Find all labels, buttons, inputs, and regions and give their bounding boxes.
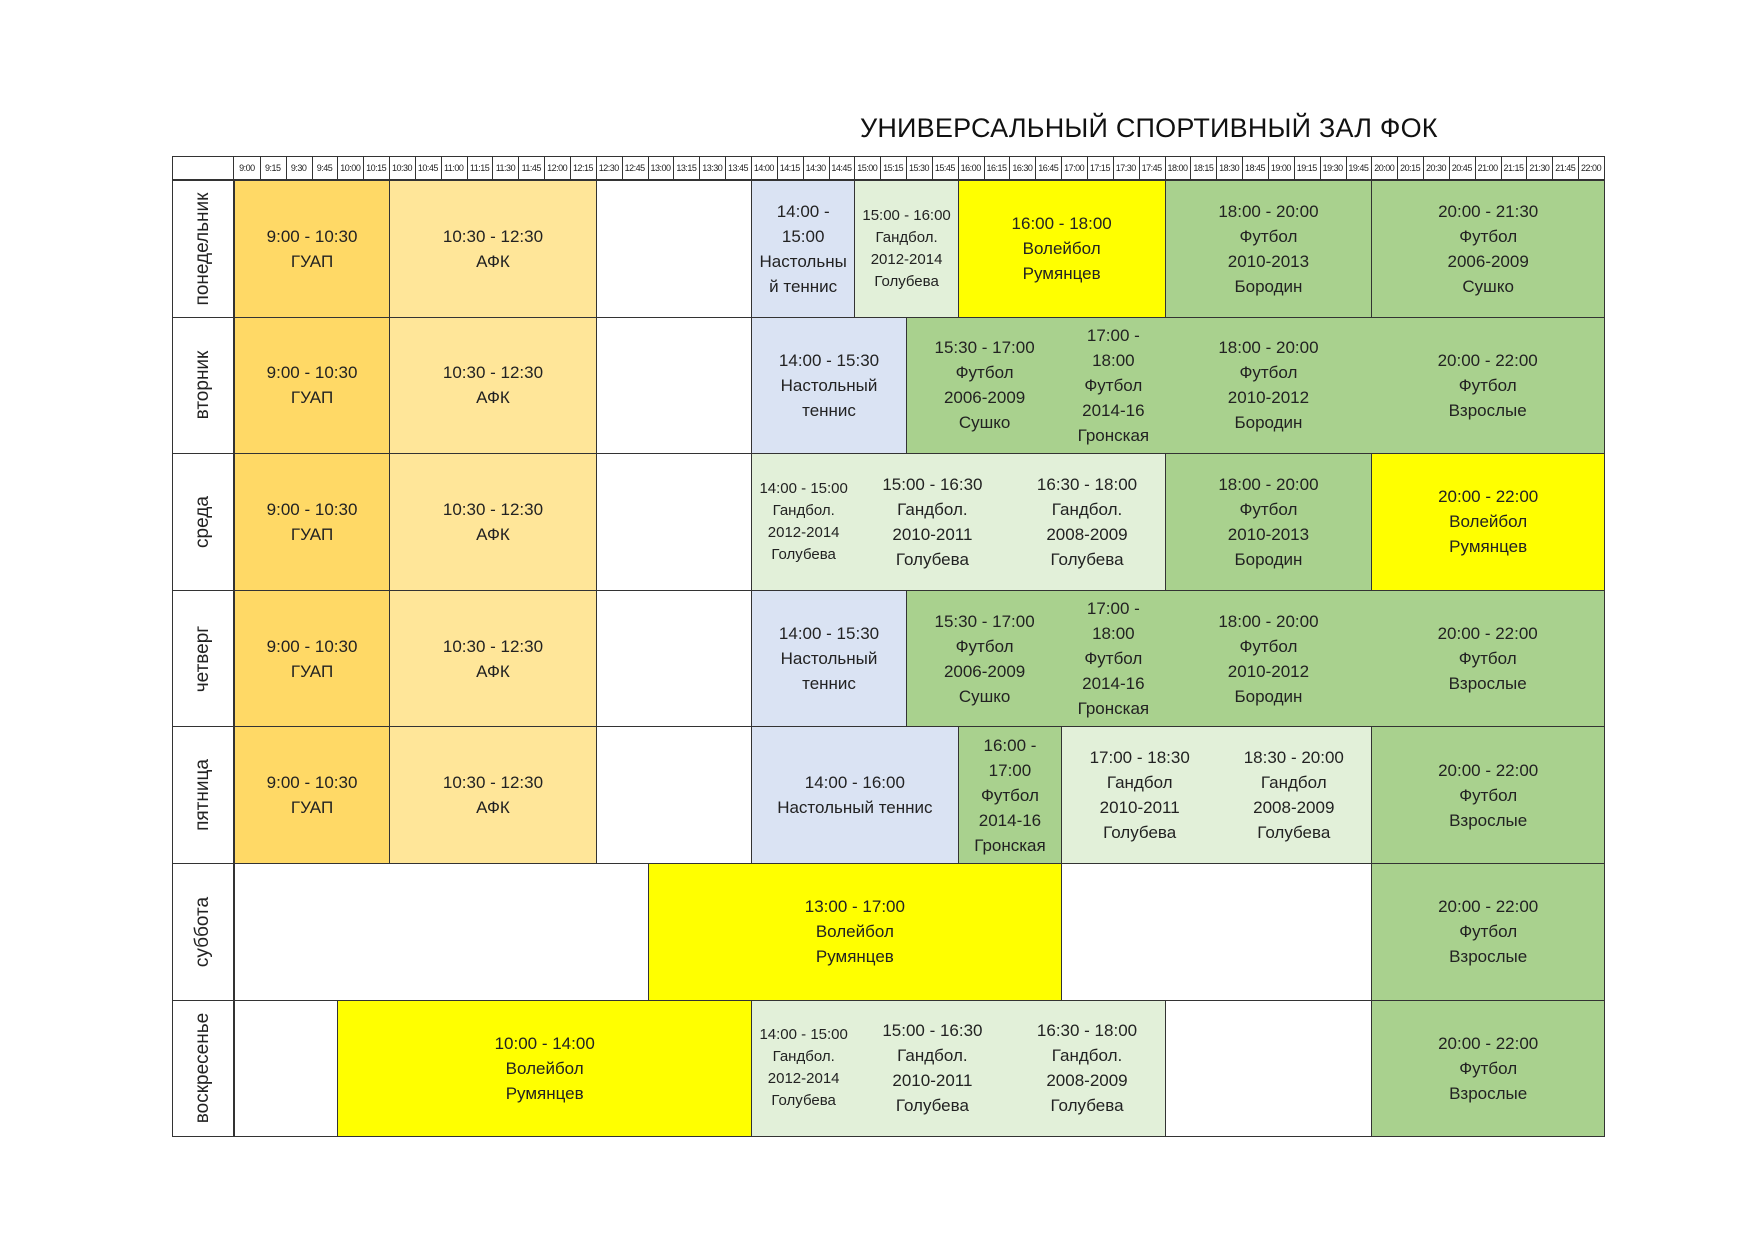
time-slot-header: 15:45 xyxy=(932,156,959,180)
time-slot-header: 19:15 xyxy=(1294,156,1321,180)
time-slot-header: 19:30 xyxy=(1320,156,1347,180)
time-slot-header: 20:45 xyxy=(1449,156,1476,180)
schedule-block-football: 20:00 - 22:00 Футбол Взрослые xyxy=(1371,1000,1605,1138)
time-slot-header: 15:30 xyxy=(906,156,933,180)
schedule-block-guap: 9:00 - 10:30 ГУАП xyxy=(234,317,390,455)
time-slot-header: 17:15 xyxy=(1087,156,1114,180)
time-slot-header: 14:15 xyxy=(777,156,804,180)
day-label xyxy=(172,863,234,1001)
schedule-block-handball: 15:00 - 16:00 Гандбол. 2012-2014 Голубева xyxy=(854,180,958,318)
schedule-block-football: 18:00 - 20:00 Футбол 2010-2013 Бородин xyxy=(1165,180,1373,318)
time-slot-header: 9:00 xyxy=(234,156,261,180)
schedule-block-empty xyxy=(596,317,752,455)
schedule-block-football: 20:00 - 22:00 Футбол Взрослые xyxy=(1371,726,1605,864)
time-slot-header: 15:15 xyxy=(880,156,907,180)
schedule-block-empty xyxy=(596,180,752,318)
schedule-block-football: 18:00 - 20:00 Футбол 2010-2012 Бородин xyxy=(1165,317,1373,455)
time-slot-header: 20:15 xyxy=(1397,156,1424,180)
time-slot-header: 21:30 xyxy=(1526,156,1553,180)
schedule-block-afk: 10:30 - 12:30 АФК xyxy=(389,317,597,455)
time-slot-header: 9:45 xyxy=(312,156,339,180)
schedule-block-football: 20:00 - 22:00 Футбол Взрослые xyxy=(1371,317,1605,455)
time-slot-header: 22:00 xyxy=(1578,156,1605,180)
day-name: пятница xyxy=(192,759,213,832)
schedule-block-football: 20:00 - 21:30 Футбол 2006-2009 Сушко xyxy=(1371,180,1605,318)
schedule-block-tennis: 14:00 - 16:00 Настольный теннис xyxy=(751,726,959,864)
schedule-block-football: 17:00 - 18:00 Футбол 2014-16 Гронская xyxy=(1061,590,1165,728)
schedule-block-football: 20:00 - 22:00 Футбол Взрослые xyxy=(1371,590,1605,728)
schedule-block-tennis: 14:00 - 15:30 Настольный теннис xyxy=(751,590,907,728)
schedule-block-handball: 16:30 - 18:00 Гандбол. 2008-2009 Голубева xyxy=(1009,453,1165,591)
time-slot-header: 12:00 xyxy=(544,156,571,180)
day-name: среда xyxy=(192,496,213,548)
time-slot-header: 21:00 xyxy=(1475,156,1502,180)
time-slot-header: 19:00 xyxy=(1268,156,1295,180)
schedule-block-empty xyxy=(234,863,649,1001)
time-slot-header: 16:45 xyxy=(1035,156,1062,180)
schedule-block-volleyball: 10:00 - 14:00 Волейбол Румянцев xyxy=(337,1000,752,1138)
time-slot-header: 9:15 xyxy=(260,156,287,180)
time-slot-header: 18:30 xyxy=(1216,156,1243,180)
time-slot-header: 21:15 xyxy=(1501,156,1528,180)
schedule-block-football: 15:30 - 17:00 Футбол 2006-2009 Сушко xyxy=(906,317,1062,455)
schedule-block-tennis: 14:00 - 15:00 Настольны й теннис xyxy=(751,180,855,318)
schedule-block-handball: 18:30 - 20:00 Гандбол 2008-2009 Голубева xyxy=(1216,726,1372,864)
schedule-block-football: 18:00 - 20:00 Футбол 2010-2013 Бородин xyxy=(1165,453,1373,591)
time-slot-header: 18:00 xyxy=(1165,156,1192,180)
schedule-block-guap: 9:00 - 10:30 ГУАП xyxy=(234,590,390,728)
time-slot-header: 16:15 xyxy=(984,156,1011,180)
time-slot-header: 18:45 xyxy=(1242,156,1269,180)
schedule-block-football: 17:00 - 18:00 Футбол 2014-16 Гронская xyxy=(1061,317,1165,455)
day-name: четверг xyxy=(192,625,213,692)
schedule-block-tennis: 14:00 - 15:30 Настольный теннис xyxy=(751,317,907,455)
day-label xyxy=(172,317,234,455)
time-slot-header: 17:45 xyxy=(1139,156,1166,180)
time-slot-header: 11:30 xyxy=(492,156,519,180)
schedule-block-volleyball: 13:00 - 17:00 Волейбол Румянцев xyxy=(648,863,1063,1001)
schedule-block-empty xyxy=(596,453,752,591)
time-slot-header: 21:45 xyxy=(1552,156,1579,180)
schedule-block-football: 20:00 - 22:00 Футбол Взрослые xyxy=(1371,863,1605,1001)
time-slot-header: 10:45 xyxy=(415,156,442,180)
header-corner xyxy=(172,156,234,180)
schedule-block-handball: 15:00 - 16:30 Гандбол. 2010-2011 Голубева xyxy=(854,453,1010,591)
time-slot-header: 14:30 xyxy=(803,156,830,180)
time-slot-header: 17:00 xyxy=(1061,156,1088,180)
schedule-block-volleyball: 16:00 - 18:00 Волейбол Румянцев xyxy=(958,180,1166,318)
time-slot-header: 20:30 xyxy=(1423,156,1450,180)
time-slot-header: 20:00 xyxy=(1371,156,1398,180)
time-slot-header: 17:30 xyxy=(1113,156,1140,180)
schedule-block-football: 16:00 - 17:00 Футбол 2014-16 Гронская xyxy=(958,726,1062,864)
schedule-block-handball: 15:00 - 16:30 Гандбол. 2010-2011 Голубева xyxy=(854,1000,1010,1138)
schedule-block-handball: 14:00 - 15:00 Гандбол. 2012-2014 Голубева xyxy=(751,453,855,591)
day-label xyxy=(172,590,234,728)
time-slot-header: 13:45 xyxy=(725,156,752,180)
time-slot-header: 16:00 xyxy=(958,156,985,180)
schedule-block-handball: 16:30 - 18:00 Гандбол. 2008-2009 Голубева xyxy=(1009,1000,1165,1138)
time-slot-header: 13:30 xyxy=(699,156,726,180)
time-slot-header: 16:30 xyxy=(1009,156,1036,180)
schedule-block-handball: 17:00 - 18:30 Гандбол 2010-2011 Голубева xyxy=(1061,726,1217,864)
time-slot-header: 13:15 xyxy=(673,156,700,180)
day-name: вторник xyxy=(192,351,213,420)
time-slot-header: 11:15 xyxy=(467,156,494,180)
day-label xyxy=(172,1000,234,1138)
page-title-text: УНИВЕРСАЛЬНЫЙ СПОРТИВНЫЙ ЗАЛ ФОК xyxy=(860,113,1438,143)
schedule-block-football: 18:00 - 20:00 Футбол 2010-2012 Бородин xyxy=(1165,590,1373,728)
schedule-block-afk: 10:30 - 12:30 АФК xyxy=(389,726,597,864)
time-slot-header: 18:15 xyxy=(1190,156,1217,180)
time-slot-header: 11:00 xyxy=(441,156,468,180)
schedule-block-empty xyxy=(1165,1000,1373,1138)
time-slot-header: 13:00 xyxy=(648,156,675,180)
schedule-block-guap: 9:00 - 10:30 ГУАП xyxy=(234,453,390,591)
time-slot-header: 9:30 xyxy=(286,156,313,180)
time-slot-header: 12:15 xyxy=(570,156,597,180)
time-slot-header: 10:15 xyxy=(363,156,390,180)
schedule-block-guap: 9:00 - 10:30 ГУАП xyxy=(234,726,390,864)
time-slot-header: 14:45 xyxy=(829,156,856,180)
schedule-block-afk: 10:30 - 12:30 АФК xyxy=(389,180,597,318)
day-name: понедельник xyxy=(192,192,213,306)
day-name: воскресенье xyxy=(192,1013,213,1124)
schedule-block-empty xyxy=(596,590,752,728)
time-slot-header: 12:45 xyxy=(622,156,649,180)
time-slot-header: 12:30 xyxy=(596,156,623,180)
day-label xyxy=(172,726,234,864)
schedule-block-empty xyxy=(596,726,752,864)
schedule-block-afk: 10:30 - 12:30 АФК xyxy=(389,453,597,591)
day-label xyxy=(172,180,234,318)
time-slot-header: 14:00 xyxy=(751,156,778,180)
time-slot-header: 15:00 xyxy=(854,156,881,180)
schedule-block-volleyball: 20:00 - 22:00 Волейбол Румянцев xyxy=(1371,453,1605,591)
time-slot-header: 10:00 xyxy=(337,156,364,180)
schedule-block-empty xyxy=(1061,863,1372,1001)
time-slot-header: 19:45 xyxy=(1346,156,1373,180)
schedule-block-empty xyxy=(234,1000,338,1138)
time-slot-header: 11:45 xyxy=(518,156,545,180)
day-label xyxy=(172,453,234,591)
day-name: суббота xyxy=(192,896,213,967)
schedule-block-football: 15:30 - 17:00 Футбол 2006-2009 Сушко xyxy=(906,590,1062,728)
time-slot-header: 10:30 xyxy=(389,156,416,180)
schedule-block-afk: 10:30 - 12:30 АФК xyxy=(389,590,597,728)
schedule-block-handball: 14:00 - 15:00 Гандбол. 2012-2014 Голубева xyxy=(751,1000,855,1138)
schedule-block-guap: 9:00 - 10:30 ГУАП xyxy=(234,180,390,318)
